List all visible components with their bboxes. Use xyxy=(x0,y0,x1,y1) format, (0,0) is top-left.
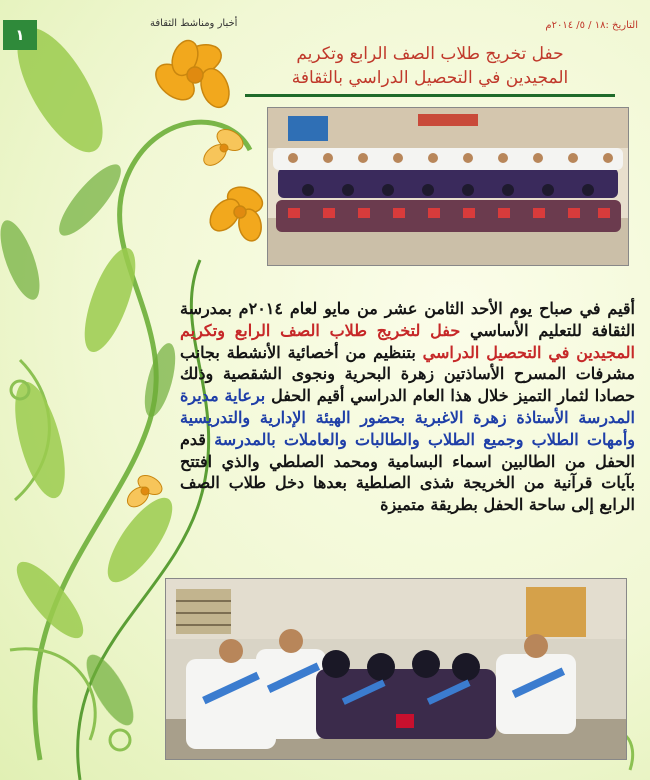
article-intro: أقيم في صباح يوم الأحد الثامن عشر من مايو لعام ٢٠١٤م بمدرسة الثقافة للتعليم الأساسي xyxy=(180,299,636,340)
article-body xyxy=(180,298,635,516)
headline-divider xyxy=(245,94,615,97)
headline-line-2: المجيدين في التحصيل الدراسي بالثقافة xyxy=(291,68,569,88)
group-photo-students xyxy=(268,108,628,265)
section-name: أخبار ومناشط الثقافة xyxy=(150,18,238,29)
students-seated-ceremony xyxy=(166,579,626,759)
headline xyxy=(240,42,620,90)
article-highlight-blue: برعاية مديرة المدرسة الأستاذة زهرة الاغبرية بحضور الهيئة الإدارية والتدريسية وأمهات الطلاب وجميع الطلاب والطالبات والعاملات بالمدرسة xyxy=(180,386,635,449)
issue-date: التاريخ :١٨ / ٥/ ٢٠١٤م xyxy=(545,20,638,31)
article-organizers: بتنظيم من أخصائية الأنشطة بجانب مشرفات المسرح الأساذتين زهرة البحرية ونجوى الشقصية وذلك حصادا لثمار التميز خلال هذا العام الدراسي أقيم الحفل xyxy=(180,342,636,406)
headline-line-1: حفل تخريج طلاب الصف الرابع وتكريم xyxy=(296,44,564,64)
article-program: قدم الحفل من الطالبين اسماء البسامية ومحمد الصلطي والذي افتتح بآيات قرآنية من الخريجة شذى الصلطية بعدها دخل طلاب الصف الرابع إلى ساحة الحفل بطريقة متميزة xyxy=(180,429,635,515)
flower-top xyxy=(149,37,234,111)
article-highlight-red: حفل لتخريج طلاب الصف الرابع وتكريم المجيدين في التحصيل الدراسي xyxy=(180,320,636,362)
page-number: ١ xyxy=(3,20,37,50)
